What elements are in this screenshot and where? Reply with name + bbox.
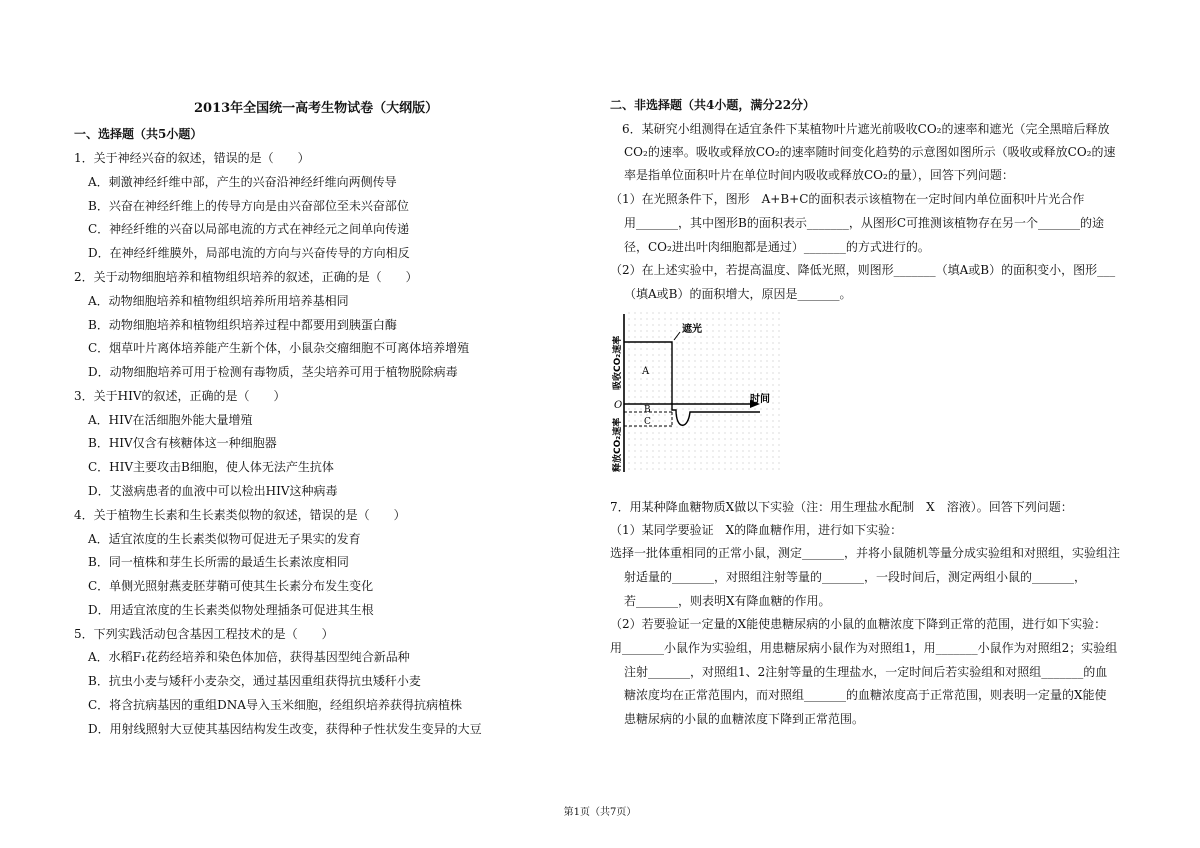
shade-label: 遮光 (682, 324, 702, 335)
area-b-label: B (644, 405, 651, 415)
section-choice-heading: 一、选择题（共5小题） (74, 127, 203, 141)
q7-part1-heading: （1）某同学要验证 X的降血糖作用，进行如下实验： (610, 523, 903, 537)
co2-rate-graph (610, 312, 780, 474)
question-3: 3．关于HIV的叙述，正确的是（ ） (74, 389, 286, 403)
graph-background-dots (624, 312, 780, 474)
q2-option-d: D．动物细胞培养可用于检测有毒物质，茎尖培养可用于植物脱除病毒 (88, 365, 458, 379)
q6-part2-line-1: （2）在上述实验中，若提高温度、降低光照，则图形_______（填A或B）的面积变小，图形___ (610, 263, 1116, 277)
q3-option-c: C．HIV主要攻击B细胞，使人体无法产生抗体 (88, 460, 334, 474)
question-1: 1．关于神经兴奋的叙述，错误的是（ ） (74, 151, 310, 165)
q2-option-b: B．动物细胞培养和植物组织培养过程中都要用到胰蛋白酶 (88, 318, 397, 332)
section-nonchoice-heading: 二、非选择题（共4小题，满分22分） (610, 98, 816, 112)
question-2: 2．关于动物细胞培养和植物组织培养的叙述，正确的是（ ） (74, 270, 418, 284)
q7-part1-line-1: 选择一批体重相同的正常小鼠，测定_______，并将小鼠随机等量分成实验组和对照组，实验组注 (610, 546, 1121, 560)
q6-line-3: 率是指单位面积叶片在单位时间内吸收或释放CO₂的量），回答下列问题： (624, 168, 1014, 182)
q7-part1-line-2: 射适量的_______，对照组注射等量的_______，一段时间后，测定两组小鼠的_______， (624, 570, 1087, 584)
q5-option-b: B．抗虫小麦与矮秆小麦杂交，通过基因重组获得抗虫矮秆小麦 (88, 674, 421, 688)
area-c-label: C (644, 417, 651, 427)
q5-option-a: A．水稻F₁花药经培养和染色体加倍，获得基因型纯合新品种 (88, 650, 410, 664)
q6-part1-line-1: （1）在光照条件下，图形 A+B+C的面积表示该植物在一定时间内单位面积叶片光合作 (610, 192, 1085, 206)
q1-option-c: C．神经纤维的兴奋以局部电流的方式在神经元之间单向传递 (88, 222, 410, 236)
q5-option-c: C．将含抗病基因的重组DNA导入玉米细胞，经组织培养获得抗病植株 (88, 698, 462, 712)
q3-option-d: D．艾滋病患者的血液中可以检出HIV这种病毒 (88, 484, 338, 498)
absorb-axis-label: 吸收CO₂速率 (613, 335, 623, 390)
origin-label: O (614, 400, 623, 411)
q4-option-b: B．同一植株和芽生长所需的最适生长素浓度相同 (88, 555, 349, 569)
question-5: 5．下列实践活动包含基因工程技术的是（ ） (74, 627, 334, 641)
q4-option-a: A．适宜浓度的生长素类似物可促进无子果实的发育 (88, 532, 361, 546)
q4-option-d: D．用适宜浓度的生长素类似物处理插条可促进其生根 (88, 603, 374, 617)
q6-part1-line-2: 用_______，其中图形B的面积表示_______，从图形C可推测该植物存在另一个_______的途 (624, 216, 1105, 230)
q6-part1-line-3: 径，CO₂进出叶肉细胞都是通过）_______的方式进行的。 (624, 240, 930, 254)
page-footer: 第1页（共7页） (563, 807, 637, 818)
time-axis-label: 时间 (750, 394, 770, 405)
q6-part2-line-2: （填A或B）的面积增大，原因是_______。 (624, 287, 852, 301)
question-4: 4．关于植物生长素和生长素类似物的叙述，错误的是（ ） (74, 508, 406, 522)
q7-part2-line-2: 注射_______，对照组1、2注射等量的生理盐水，一定时间后若实验组和对照组_______的血 (624, 665, 1108, 679)
area-a-label: A (642, 366, 650, 377)
q7-part2-heading: （2）若要验证一定量的X能使患糖尿病的小鼠的血糖浓度下降到正常的范围，进行如下实验： (610, 617, 1107, 631)
q2-option-a: A．动物细胞培养和植物组织培养所用培养基相同 (88, 294, 349, 308)
q4-option-c: C．单侧光照射燕麦胚芽鞘可使其生长素分布发生变化 (88, 579, 374, 593)
release-axis-label: 释放CO₂速率 (613, 417, 623, 472)
q7-part1-line-3: 若_______，则表明X有降血糖的作用。 (624, 594, 831, 608)
q3-option-a: A．HIV在活细胞外能大量增殖 (88, 413, 253, 427)
q3-option-b: B．HIV仅含有核糖体这一种细胞器 (88, 436, 277, 450)
question-7: 7．用某种降血糖物质X做以下实验（注：用生理盐水配制 X 溶液）。回答下列问题： (610, 500, 1073, 514)
q7-part2-line-1: 用_______小鼠作为实验组，用患糖尿病小鼠作为对照组1，用_______小鼠作为对照组2；实验组 (610, 641, 1118, 655)
q7-part2-line-4: 患糖尿病的小鼠的血糖浓度下降到正常范围。 (624, 712, 865, 726)
q2-option-c: C．烟草叶片离体培养能产生新个体，小鼠杂交瘤细胞不可离体培养增殖 (88, 341, 470, 355)
q7-part2-line-3: 糖浓度均在正常范围内，而对照组_______的血糖浓度高于正常范围，则表明一定量的X能使 (624, 688, 1107, 702)
q1-option-b: B．兴奋在神经纤维上的传导方向是由兴奋部位至未兴奋部位 (88, 199, 409, 213)
q6-line-2: CO₂的速率。吸收或释放CO₂的速率随时间变化趋势的示意图如图所示（吸收或释放CO₂的速 (624, 145, 1116, 159)
page-title: 2013年全国统一高考生物试卷（大纲版） (194, 101, 439, 116)
q5-option-d: D．用射线照射大豆使其基因结构发生改变，获得种子性状发生变异的大豆 (88, 722, 482, 736)
q6-line-1: 6．某研究小组测得在适宜条件下某植物叶片遮光前吸收CO₂的速率和遮光（完全黑暗后释放 (622, 122, 1110, 136)
q1-option-d: D．在神经纤维膜外，局部电流的方向与兴奋传导的方向相反 (88, 246, 410, 260)
q1-option-a: A．刺激神经纤维中部，产生的兴奋沿神经纤维向两侧传导 (88, 175, 397, 189)
